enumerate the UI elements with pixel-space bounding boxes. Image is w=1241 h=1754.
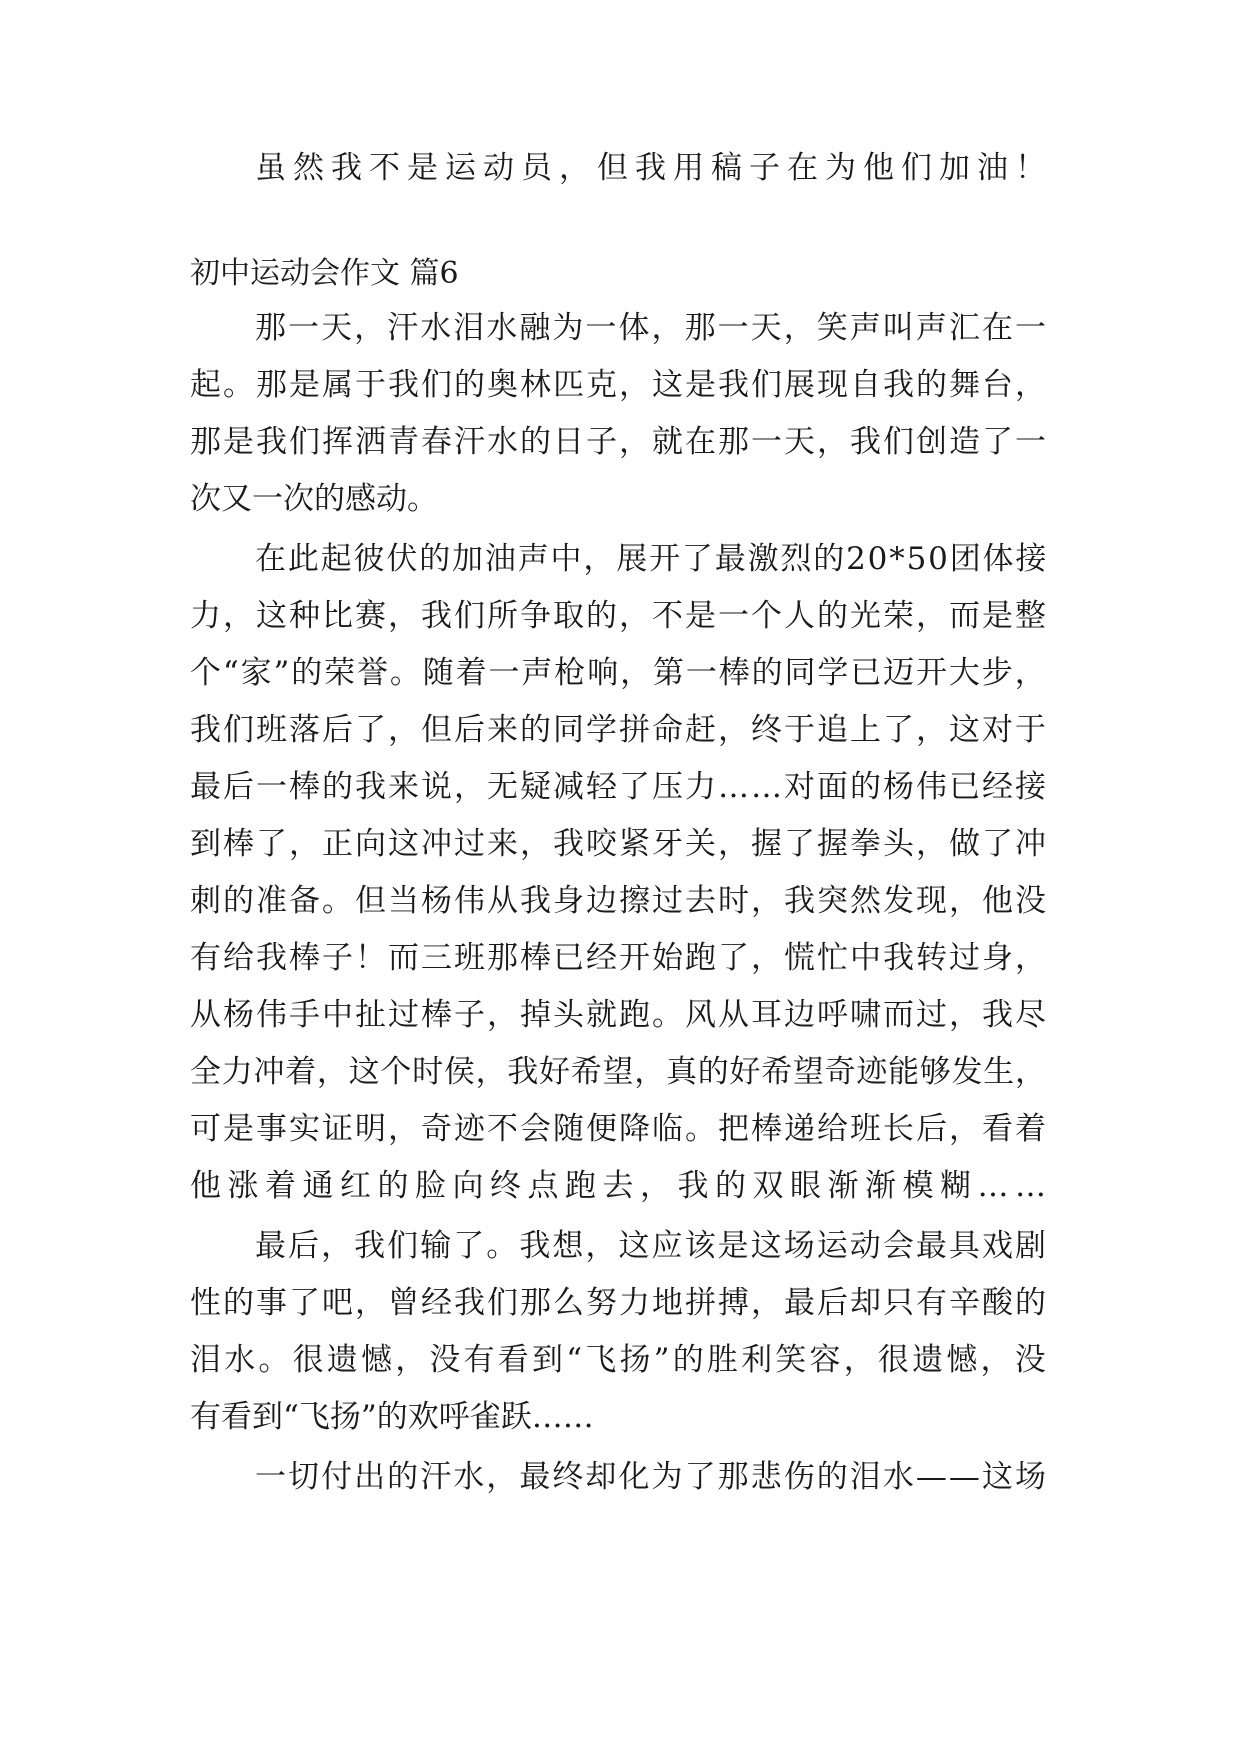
paragraph-line: 最后一棒的我来说，无疑减轻了压力……对面的杨伟已经接 — [190, 769, 1048, 805]
intro-line: 虽然我不是运动员，但我用稿子在为他们加油！ — [255, 150, 1053, 186]
paragraph-line: 到棒了，正向这冲过来，我咬紧牙关，握了握拳头，做了冲 — [190, 826, 1048, 862]
paragraph-line: 次又一次的感动。 — [190, 481, 438, 517]
paragraph-line: 力，这种比赛，我们所争取的，不是一个人的光荣，而是整 — [190, 598, 1048, 634]
paragraph-line: 那是我们挥洒青春汗水的日子，就在那一天，我们创造了一 — [190, 424, 1048, 460]
paragraph-line: 个“家”的荣誉。随着一声枪响，第一棒的同学已迈开大步， — [190, 655, 1048, 691]
section-heading: 初中运动会作文 篇6 — [190, 256, 459, 291]
paragraph-line: 全力冲着，这个时侯，我好希望，真的好希望奇迹能够发生， — [190, 1054, 1047, 1090]
paragraph-line: 刺的准备。但当杨伟从我身边擦过去时，我突然发现，他没 — [190, 883, 1048, 919]
paragraph-line: 从杨伟手中扯过棒子，掉头就跑。风从耳边呼啸而过，我尽 — [190, 997, 1048, 1033]
paragraph-line: 起。那是属于我们的奥林匹克，这是我们展现自我的舞台， — [190, 367, 1048, 403]
paragraph-line: 有给我棒子！而三班那棒已经开始跑了，慌忙中我转过身， — [190, 940, 1048, 976]
paragraph-line: 他涨着通红的脸向终点跑去，我的双眼渐渐模糊…… — [190, 1168, 1053, 1204]
paragraph-line: 一切付出的汗水，最终却化为了那悲伤的泪水——这场 — [255, 1459, 1049, 1495]
paragraph-line: 我们班落后了，但后来的同学拼命赶，终于追上了，这对于 — [190, 712, 1048, 748]
paragraph-line: 在此起彼伏的加油声中，展开了最激烈的20*50团体接 — [255, 541, 1049, 577]
paragraph-line: 最后，我们输了。我想，这应该是这场运动会最具戏剧 — [255, 1228, 1049, 1264]
paragraph-line: 那一天，汗水泪水融为一体，那一天，笑声叫声汇在一 — [255, 310, 1049, 346]
paragraph-line: 泪水。很遗憾，没有看到“飞扬”的胜利笑容，很遗憾，没 — [190, 1342, 1049, 1378]
paragraph-line: 有看到“飞扬”的欢呼雀跃…… — [190, 1399, 594, 1435]
paragraph-line: 可是事实证明，奇迹不会随便降临。把棒递给班长后，看着 — [190, 1111, 1048, 1147]
paragraph-line: 性的事了吧，曾经我们那么努力地拼搏，最后却只有辛酸的 — [190, 1285, 1048, 1321]
